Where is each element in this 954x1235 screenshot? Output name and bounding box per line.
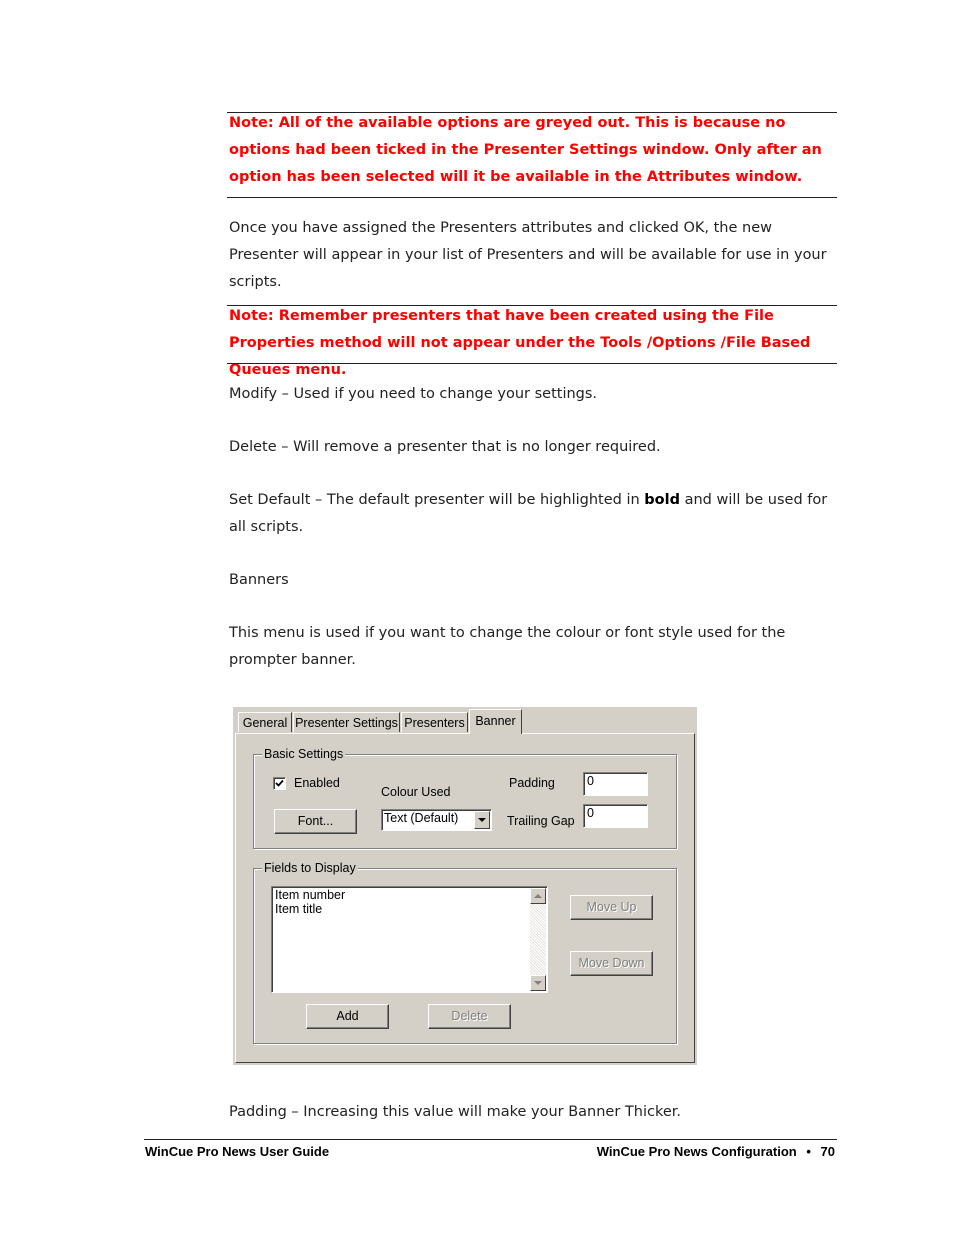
paragraph-padding: Padding – Increasing this value will make your Banner Thicker. [229, 1104, 682, 1120]
chevron-down-icon [475, 812, 489, 828]
paragraph-modify: Modify – Used if you need to change your settings. [229, 386, 598, 402]
tab-presenter-settings[interactable]: Presenter Settings [293, 712, 400, 732]
font-button[interactable]: Font... [274, 809, 357, 834]
basic-settings-group [253, 747, 677, 849]
colour-dropdown-button[interactable] [474, 811, 490, 829]
trailing-gap-label: Trailing Gap [507, 814, 575, 828]
note1-bottom-rule [227, 197, 837, 198]
trailing-gap-input[interactable]: 0 [583, 804, 648, 828]
add-button[interactable]: Add [306, 1004, 389, 1029]
set-default-bold: bold [644, 492, 680, 508]
paragraph-set-default [229, 487, 841, 541]
footer-bullet: • [806, 1144, 811, 1159]
footer-right [597, 1144, 835, 1159]
tab-general[interactable]: General [238, 712, 292, 732]
fields-to-display-group [253, 861, 677, 1044]
page-number: 70 [820, 1144, 835, 1159]
footer-rule [144, 1139, 837, 1140]
tab-banner[interactable]: Banner [469, 709, 522, 734]
padding-input[interactable]: 0 [583, 772, 648, 796]
basic-settings-title: Basic Settings [264, 747, 344, 761]
footer-left: WinCue Pro News User Guide [145, 1144, 330, 1159]
delete-button[interactable]: Delete [428, 1004, 511, 1029]
enabled-checkbox[interactable] [273, 777, 286, 790]
fields-listbox[interactable] [271, 886, 548, 993]
note2-text: Note: Remember presenters that have been created using the File Properties method will not appear under the Tools /Options /File Based Queues menu. [229, 308, 811, 378]
fields-to-display-title: Fields to Display [264, 861, 356, 875]
tab-presenters[interactable]: Presenters [401, 712, 468, 732]
note2-bottom-rule [227, 363, 837, 364]
set-default-text-pre: Set Default – The default presenter will be highlighted in [229, 492, 645, 508]
footer-section-title: WinCue Pro News Configuration [596, 1144, 797, 1159]
colour-used-select[interactable] [381, 809, 492, 831]
note1-text: Note: All of the available options are greyed out. This is because no options had been ticked in the Presenter Settings window. Only after an option has been selected will it be available in the Attributes window. [229, 115, 822, 185]
colour-used-label: Colour Used [381, 785, 451, 799]
paragraph-delete: Delete – Will remove a presenter that is no longer required. [229, 439, 661, 455]
enabled-label: Enabled [294, 776, 340, 790]
banner-tab-panel [235, 733, 695, 1063]
listbox-scrollbar[interactable] [530, 888, 546, 991]
list-item[interactable]: Item title [275, 902, 323, 916]
paragraph-banners-heading: Banners [229, 572, 289, 588]
banner-options-dialog [233, 707, 697, 1065]
checkmark-icon [274, 778, 285, 789]
colour-used-value: Text (Default) [384, 811, 459, 825]
list-item[interactable]: Item number [275, 888, 346, 902]
scroll-down-button[interactable] [530, 975, 546, 991]
paragraph-menu-used: This menu is used if you want to change the colour or font style used for the prompter banner. [229, 625, 786, 668]
scroll-up-button[interactable] [530, 888, 546, 904]
padding-label: Padding [509, 776, 555, 790]
move-up-button[interactable]: Move Up [570, 895, 653, 920]
set-default-text-post: and will be used for all scripts. [229, 492, 828, 535]
chevron-up-icon [531, 889, 545, 903]
move-down-button[interactable]: Move Down [570, 951, 653, 976]
chevron-down-icon [531, 976, 545, 990]
paragraph-assigned: Once you have assigned the Presenters attributes and clicked OK, the new Presenter will appear in your list of Presenters and will be available for use in your scripts. [229, 220, 827, 290]
